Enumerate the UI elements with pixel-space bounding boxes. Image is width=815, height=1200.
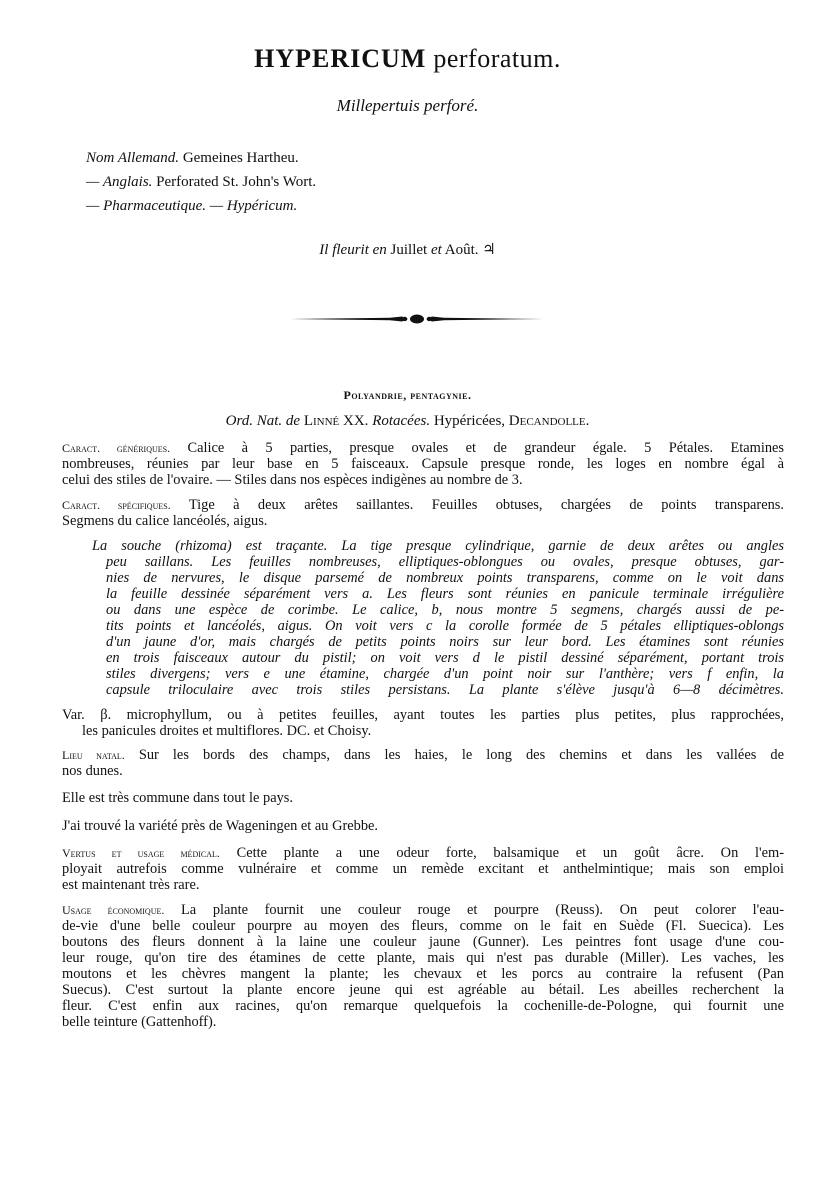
paragraph-line: ployait autrefois comme vulnéraire et comme un remède excitant et anthelmintique; mais son emploi [62,861,784,877]
flowering-conj: et [430,242,442,258]
paragraph-line: nos dunes. [62,763,123,779]
name-language: — Anglais. [86,174,153,190]
paragraph-line: Var. β. microphyllum, ou à petites feuilles, ayant toutes les parties plus petites, plus rapprochées, [62,707,784,723]
paragraph-line [62,902,784,918]
paragraph-line: capsule triloculaire avec trois stiles persistans. La plante s'élève jusqu'à 6—8 décimètres. [106,682,784,698]
flowering-month-2: Août. [444,242,479,258]
species-description [92,538,784,698]
name-value: Gemeines Hartheu. [182,150,299,166]
perennial-symbol: ♃ [482,242,496,258]
line-text: Cette plante a une odeur forte, balsamique et un goût âcre. On l'em- [236,845,784,861]
order-tribe: Hypéricées, [433,413,506,429]
section-lead: Caract. spécifiques. [62,498,171,512]
paragraph-line: celui des stiles de l'ovaire. — Stiles dans nos espèces indigènes au nombre de 3. [62,472,523,488]
abundance-note [62,790,784,806]
section-lead: Vertus et usage médical. [62,846,220,860]
paragraph-line [62,845,784,861]
section-lead: Caract. génériques. [62,441,171,455]
natural-order-line [0,413,815,430]
paragraph-line: Suecus). C'est surtout la plante encore jeune qui est agréable au bétail. Les abeilles recherchent la [62,982,784,998]
paragraph-line: stiles divergens; vers e une étamine, chargée d'un point noir sur l'anthère; vers f enfin, la [106,666,784,682]
paragraph-line: leur rouge, qu'on tire des étamines de cette plante, mais qui n'est pas durable (Miller). Les vaches, les [62,950,784,966]
line-text: Calice à 5 parties, presque ovales et de grandeur égale. 5 Pétales. Etamines [187,440,785,456]
ornament-divider [290,311,544,327]
order-number: XX. [343,413,369,429]
paragraph-line: La souche (rhizoma) est traçante. La tige presque cylindrique, garnie de deux arêtes ou angles [92,538,784,554]
classification-heading: Polyandrie, pentagynie. [343,388,472,402]
order-family: Rotacées. [372,413,431,429]
flowering-prefix: Il fleurit en [319,242,387,258]
flowering-month: Juillet [390,242,428,258]
specific-characters [62,497,784,529]
paragraph-line: Elle est très commune dans tout le pays. [62,790,293,806]
name-value: — Hypéricum. [209,198,298,214]
name-row [86,170,316,194]
paragraph-line: est maintenant très rare. [62,877,200,893]
paragraph-line: boutons des fleurs donnent à la laine une couleur jaune (Gunner). Les peintres font usage d'une cou- [62,934,784,950]
paragraph-line: belle teinture (Gattenhoff). [62,1014,217,1030]
section-lead: Lieu natal. [62,748,125,762]
native-locality [62,747,784,779]
collection-note [62,818,784,834]
flowering-period [0,240,815,259]
paragraph-line [62,497,784,513]
paragraph-line: ou dans une espèce de corimbe. Le calice, b, nous montre 5 segmens, chargés aussi de pe- [106,602,784,618]
paragraph-line [62,747,784,763]
section-lead: Usage économique. [62,903,165,917]
line-text: La plante fournit une couleur rouge et pourpre (Reuss). On peut colorer l'eau- [181,902,784,918]
title-species: perforatum. [433,44,561,73]
order-author: Linné [303,413,340,429]
paragraph-line: les panicules droites et multiflores. DC. et Choisy. [82,723,372,739]
paragraph-line: Segmens du calice lancéolés, aigus. [62,513,268,529]
paragraph-line: tits points et lancéolés, aigus. On voit vers c la corolle formée de 5 pétales elliptiques-oblongs [106,618,784,634]
name-row [86,146,316,170]
name-language: — Pharmaceutique. [86,198,206,214]
variety-note [62,707,784,739]
order-prefix: Ord. Nat. de [225,413,301,429]
paragraph-line: moutons et les chèvres mangent la plante; les chevaux et les porcs au contraire la refusent (Pan [62,966,784,982]
paragraph-line: nombreuses, réunies par leur base en 5 faisceaux. Capsule presque ronde, les loges en nombre égal à [62,456,784,472]
vernacular-names [86,146,316,218]
medical-uses [62,845,784,893]
name-value: Perforated St. John's Wort. [156,174,317,190]
line-text: Tige à deux arêtes saillantes. Feuilles obtuses, chargées de points transparens. [188,497,784,513]
paragraph-line: en trois faisceaux autour du pistil; on voit vers d le pistil dessiné séparément, portant trois [106,650,784,666]
paragraph-line: de-vie d'une belle couleur pourpre au moyen des fleurs, comme on le fait en Suède (Fl. Suecica). Les [62,918,784,934]
paragraph-line: d'un jaune d'or, mais chargés de petits points noirs sur leur bord. Les étamines sont réunies [106,634,784,650]
page-title [0,44,815,74]
paragraph-line: fleur. C'est enfin aux racines, qu'on remarque quelquefois la cochenille-de-Pologne, qui fournit une [62,998,784,1014]
name-row [86,194,316,218]
common-name: Millepertuis perforé. [336,96,479,115]
line-text: Sur les bords des champs, dans les haies, le long des chemins et dans les vallées de [138,747,784,763]
name-language: Nom Allemand. [86,150,180,166]
paragraph-line [62,440,784,456]
generic-characters [62,440,784,488]
paragraph-line: J'ai trouvé la variété près de Wageningen et au Grebbe. [62,818,379,834]
paragraph-line: la feuille dessinée séparément vers a. Les fleurs sont réunies en panicule terminale irrégulière [106,586,784,602]
title-genus: HYPERICUM [254,44,427,73]
order-author-2: Decandolle. [508,413,590,429]
paragraph-line: nies de nervures, le disque parsemé de nombreux points transparens, comme on le voit dans [106,570,784,586]
economic-uses [62,902,784,1030]
paragraph-line: peu saillans. Les feuilles nombreuses, elliptiques-oblongues ou ovales, presque obtuses, gar- [106,554,784,570]
